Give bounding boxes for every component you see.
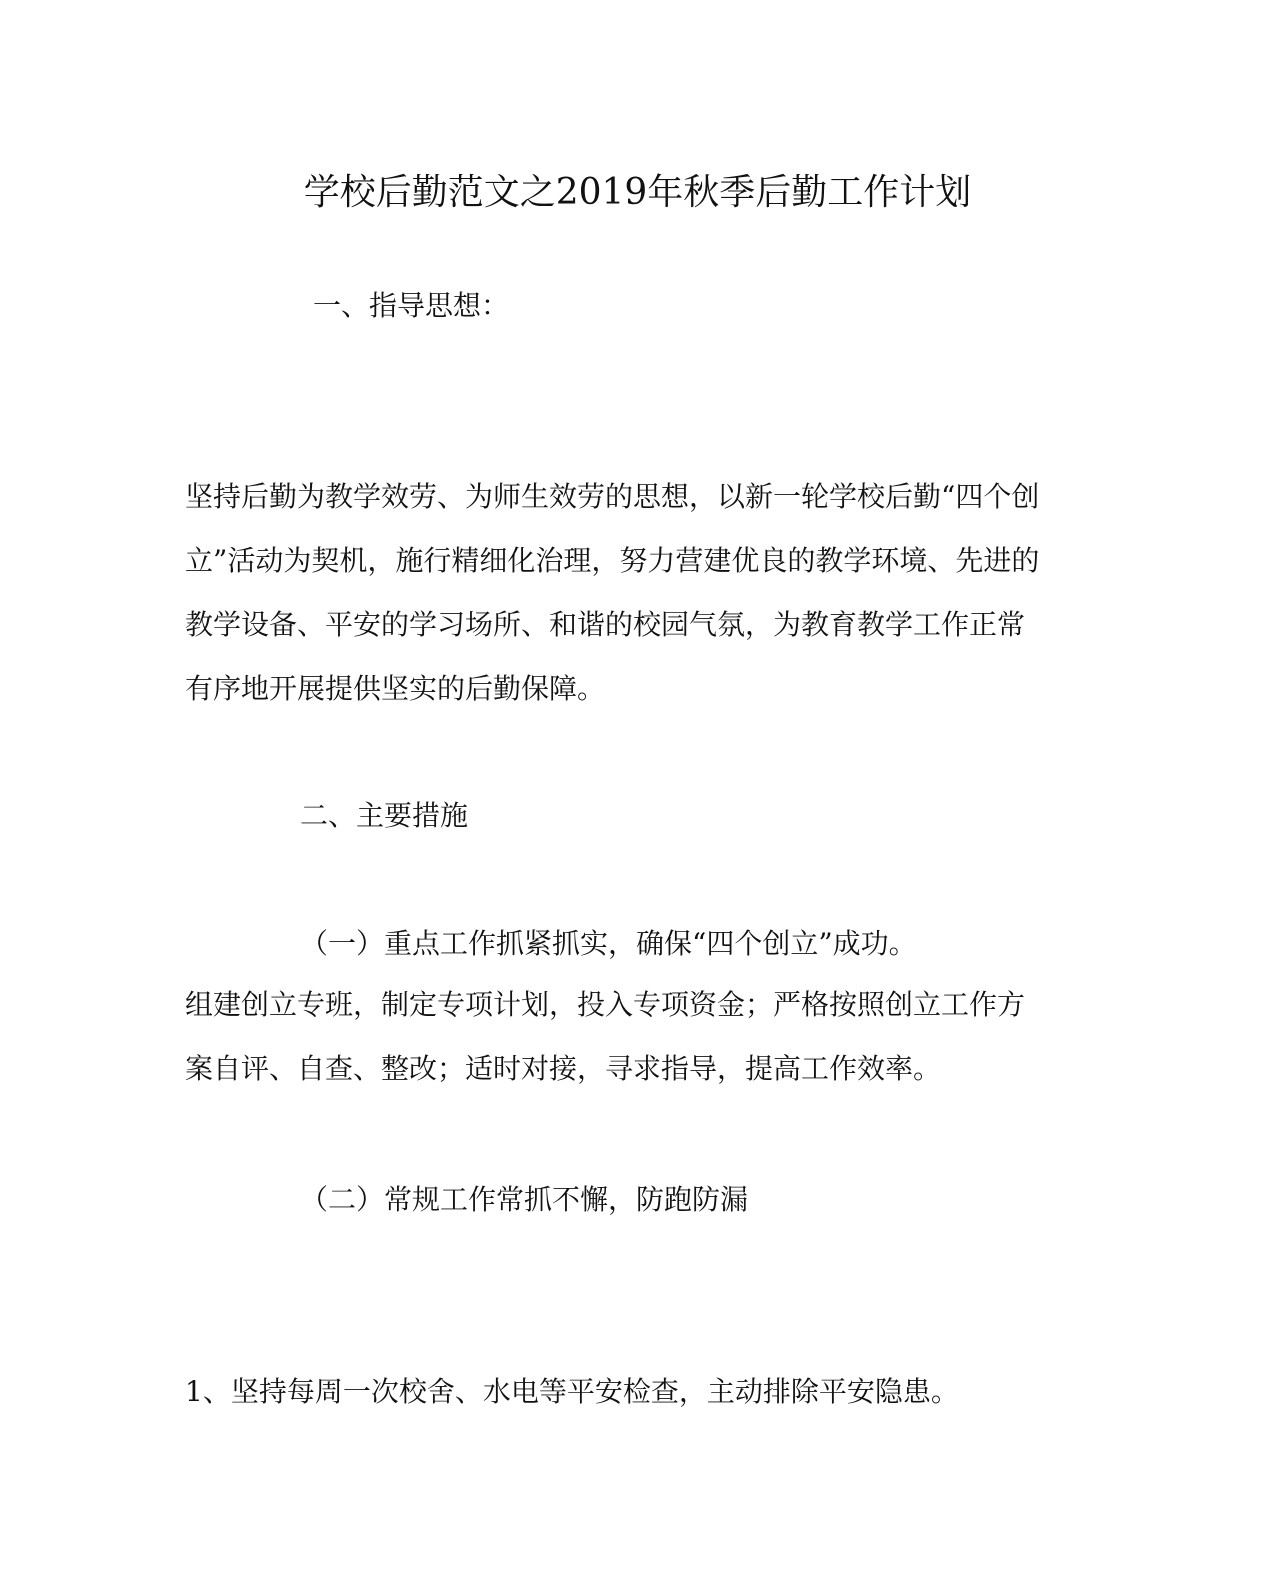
paragraph-line: 教学设备、平安的学习场所、和谐的校园气氛，为教育教学工作正常	[185, 608, 1026, 641]
subsection-heading-routine-work: （二）常规工作常抓不懈，防跑防漏	[300, 1183, 749, 1216]
subsection-heading-key-work: （一）重点工作抓紧抓实，确保“四个创立”成功。	[300, 927, 917, 960]
guiding-ideology-paragraph	[185, 465, 1065, 721]
paragraph-line: 立”活动为契机，施行精细化治理，努力营建优良的教学环境、先进的	[185, 544, 1040, 577]
paragraph-line: 组建创立专班，制定专项计划，投入专项资金；严格按照创立工作方	[185, 988, 1026, 1021]
key-work-paragraph	[185, 973, 1065, 1101]
section-heading-guiding-ideology: 一、指导思想：	[313, 289, 510, 322]
section-heading-main-measures: 二、主要措施	[300, 799, 469, 832]
paragraph-line: 有序地开展提供坚实的后勤保障。	[185, 672, 606, 705]
paragraph-line: 坚持后勤为教学效劳、为师生效劳的思想，以新一轮学校后勤“四个创	[185, 480, 1040, 513]
list-item-1: 1、坚持每周一次校舍、水电等平安检查，主动排除平安隐患。	[185, 1375, 959, 1408]
document-title: 学校后勤范文之2019年秋季后勤工作计划	[303, 172, 972, 213]
paragraph-line: 案自评、自查、整改；适时对接，寻求指导，提高工作效率。	[185, 1052, 942, 1085]
